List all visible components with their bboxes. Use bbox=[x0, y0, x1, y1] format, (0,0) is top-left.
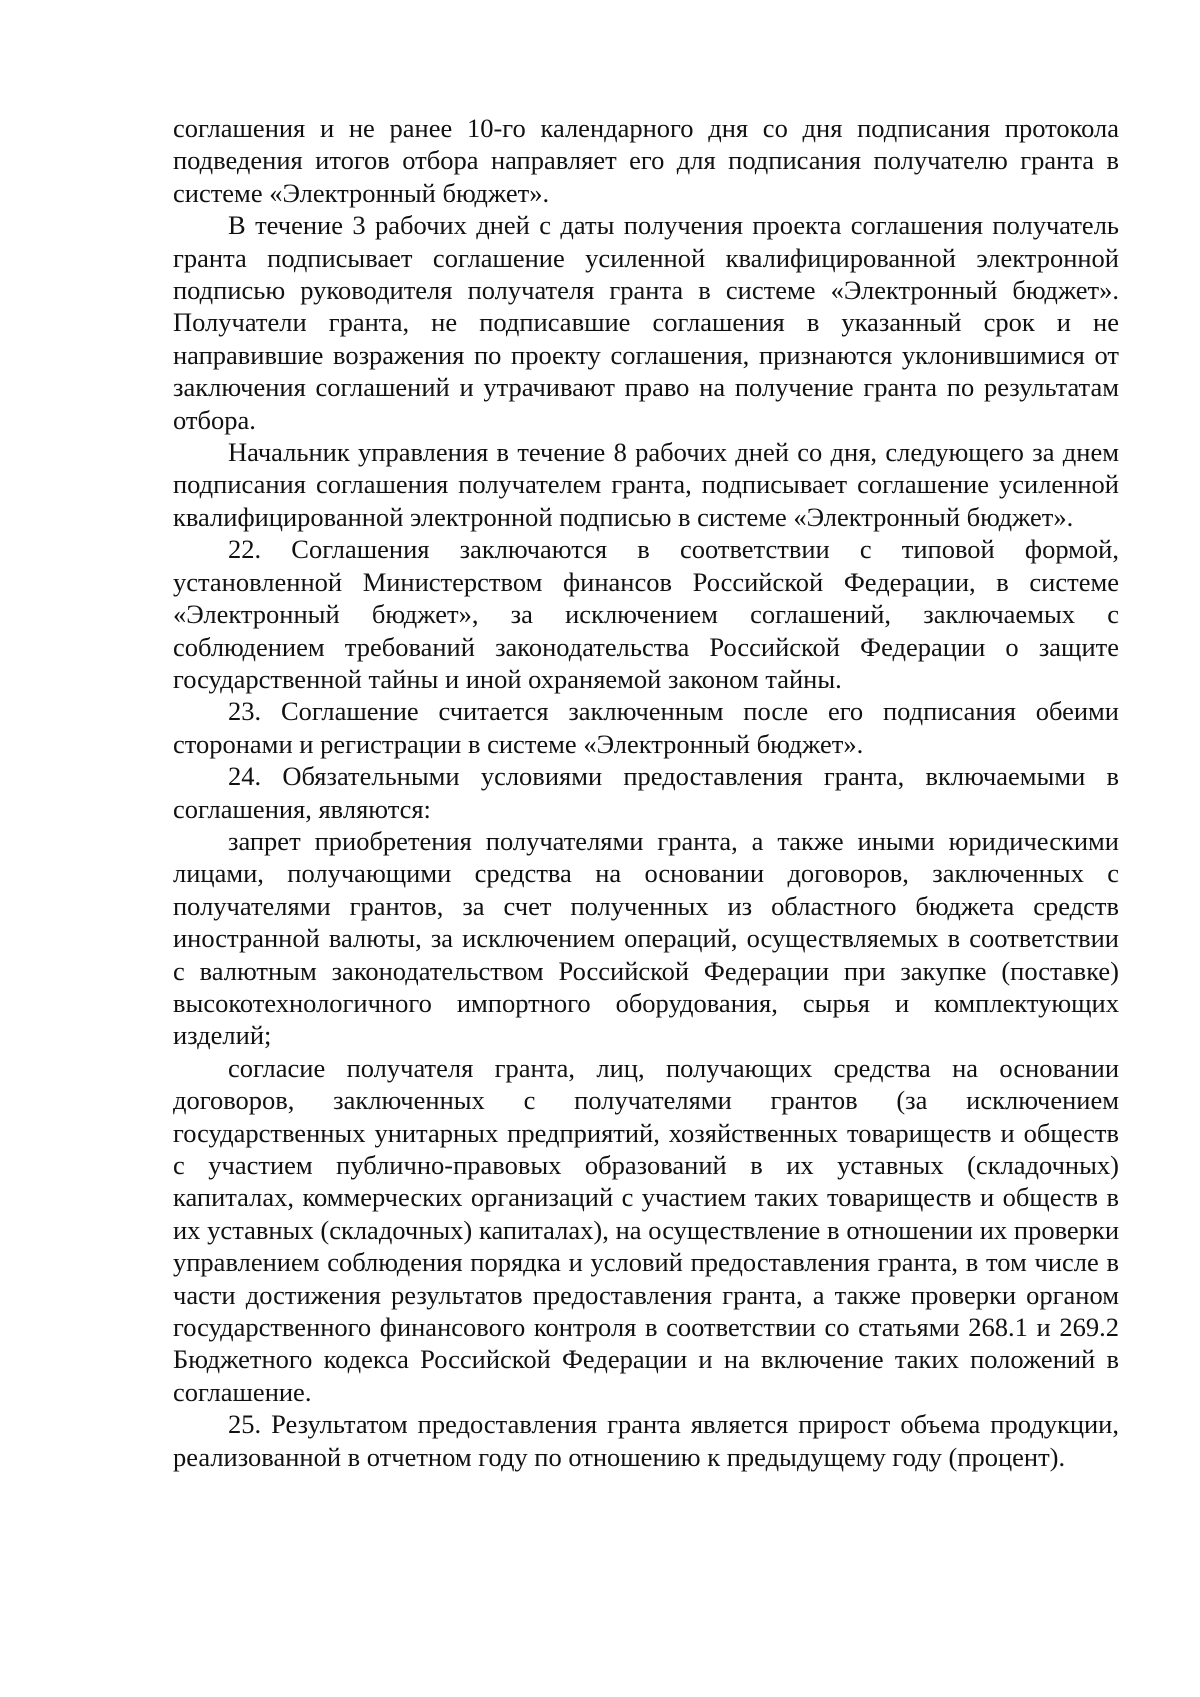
paragraph-signing-deadline: В течение 3 рабочих дней с даты получения проекта соглашения получатель гранта подписывает соглашение усиленной квалифицированной электронной подписью руководителя получателя гранта в системе «Электронный бюджет». Получатели гранта, не подписавшие соглашения в указанный срок и не направившие возражения по проекту соглашения, признаются уклонившимися от заключения соглашений и утрачивают право на получение гранта по результатам отбора. bbox=[173, 210, 1119, 435]
paragraph-clause-23: 23. Соглашение считается заключенным после его подписания обеими сторонами и регистрации в системе «Электронный бюджет». bbox=[173, 696, 1119, 759]
paragraph-audit-consent: согласие получателя гранта, лиц, получающих средства на основании договоров, заключенных с получателями грантов (за исключением государственных унитарных предприятий, хозяйственных товариществ и обществ с участием публично-правовых образований в их уставных (складочных) капиталах, коммерческих организаций с участием таких товариществ и обществ в их уставных (складочных) капиталах), на осуществление в отношении их проверки управлением соблюдения порядка и условий предоставления гранта, в том числе в части достижения результатов предоставления гранта, а также проверки органом государственного финансового контроля в соответствии со статьями 268.1 и 269.2 Бюджетного кодекса Российской Федерации и на включение таких положений в соглашение. bbox=[173, 1052, 1119, 1407]
paragraph-clause-22: 22. Соглашения заключаются в соответствии с типовой формой, установленной Министерством финансов Российской Федерации, в системе «Электронный бюджет», за исключением соглашений, заключаемых с соблюдением требований законодательства Российской Федерации о защите государственной тайны и иной охраняемой законом тайны. bbox=[173, 534, 1119, 694]
paragraph-continuation: соглашения и не ранее 10-го календарного дня со дня подписания протокола подведения итогов отбора направляет его для подписания получателю гранта в системе «Электронный бюджет». bbox=[173, 113, 1119, 208]
paragraph-head-signature: Начальник управления в течение 8 рабочих дней со дня, следующего за днем подписания соглашения получателем гранта, подписывает соглашение усиленной квалифицированной электронной подписью в системе «Электронный бюджет». bbox=[173, 437, 1119, 532]
paragraph-currency-ban: запрет приобретения получателями гранта, а также иными юридическими лицами, получающими средства на основании договоров, заключенных с получателями грантов, за счет полученных из областного бюджета средств иностранной валюты, за исключением операций, осуществляемых в соответствии с валютным законодательством Российской Федерации при закупке (поставке) высокотехнологичного импортного оборудования, сырья и комплектующих изделий; bbox=[173, 825, 1119, 1051]
paragraph-clause-24: 24. Обязательными условиями предоставления гранта, включаемыми в соглашения, являются: bbox=[173, 761, 1119, 824]
document-page bbox=[173, 112, 1119, 1473]
paragraph-clause-25: 25. Результатом предоставления гранта является прирост объема продукции, реализованной в отчетном году по отношению к предыдущему году (процент). bbox=[173, 1409, 1119, 1472]
